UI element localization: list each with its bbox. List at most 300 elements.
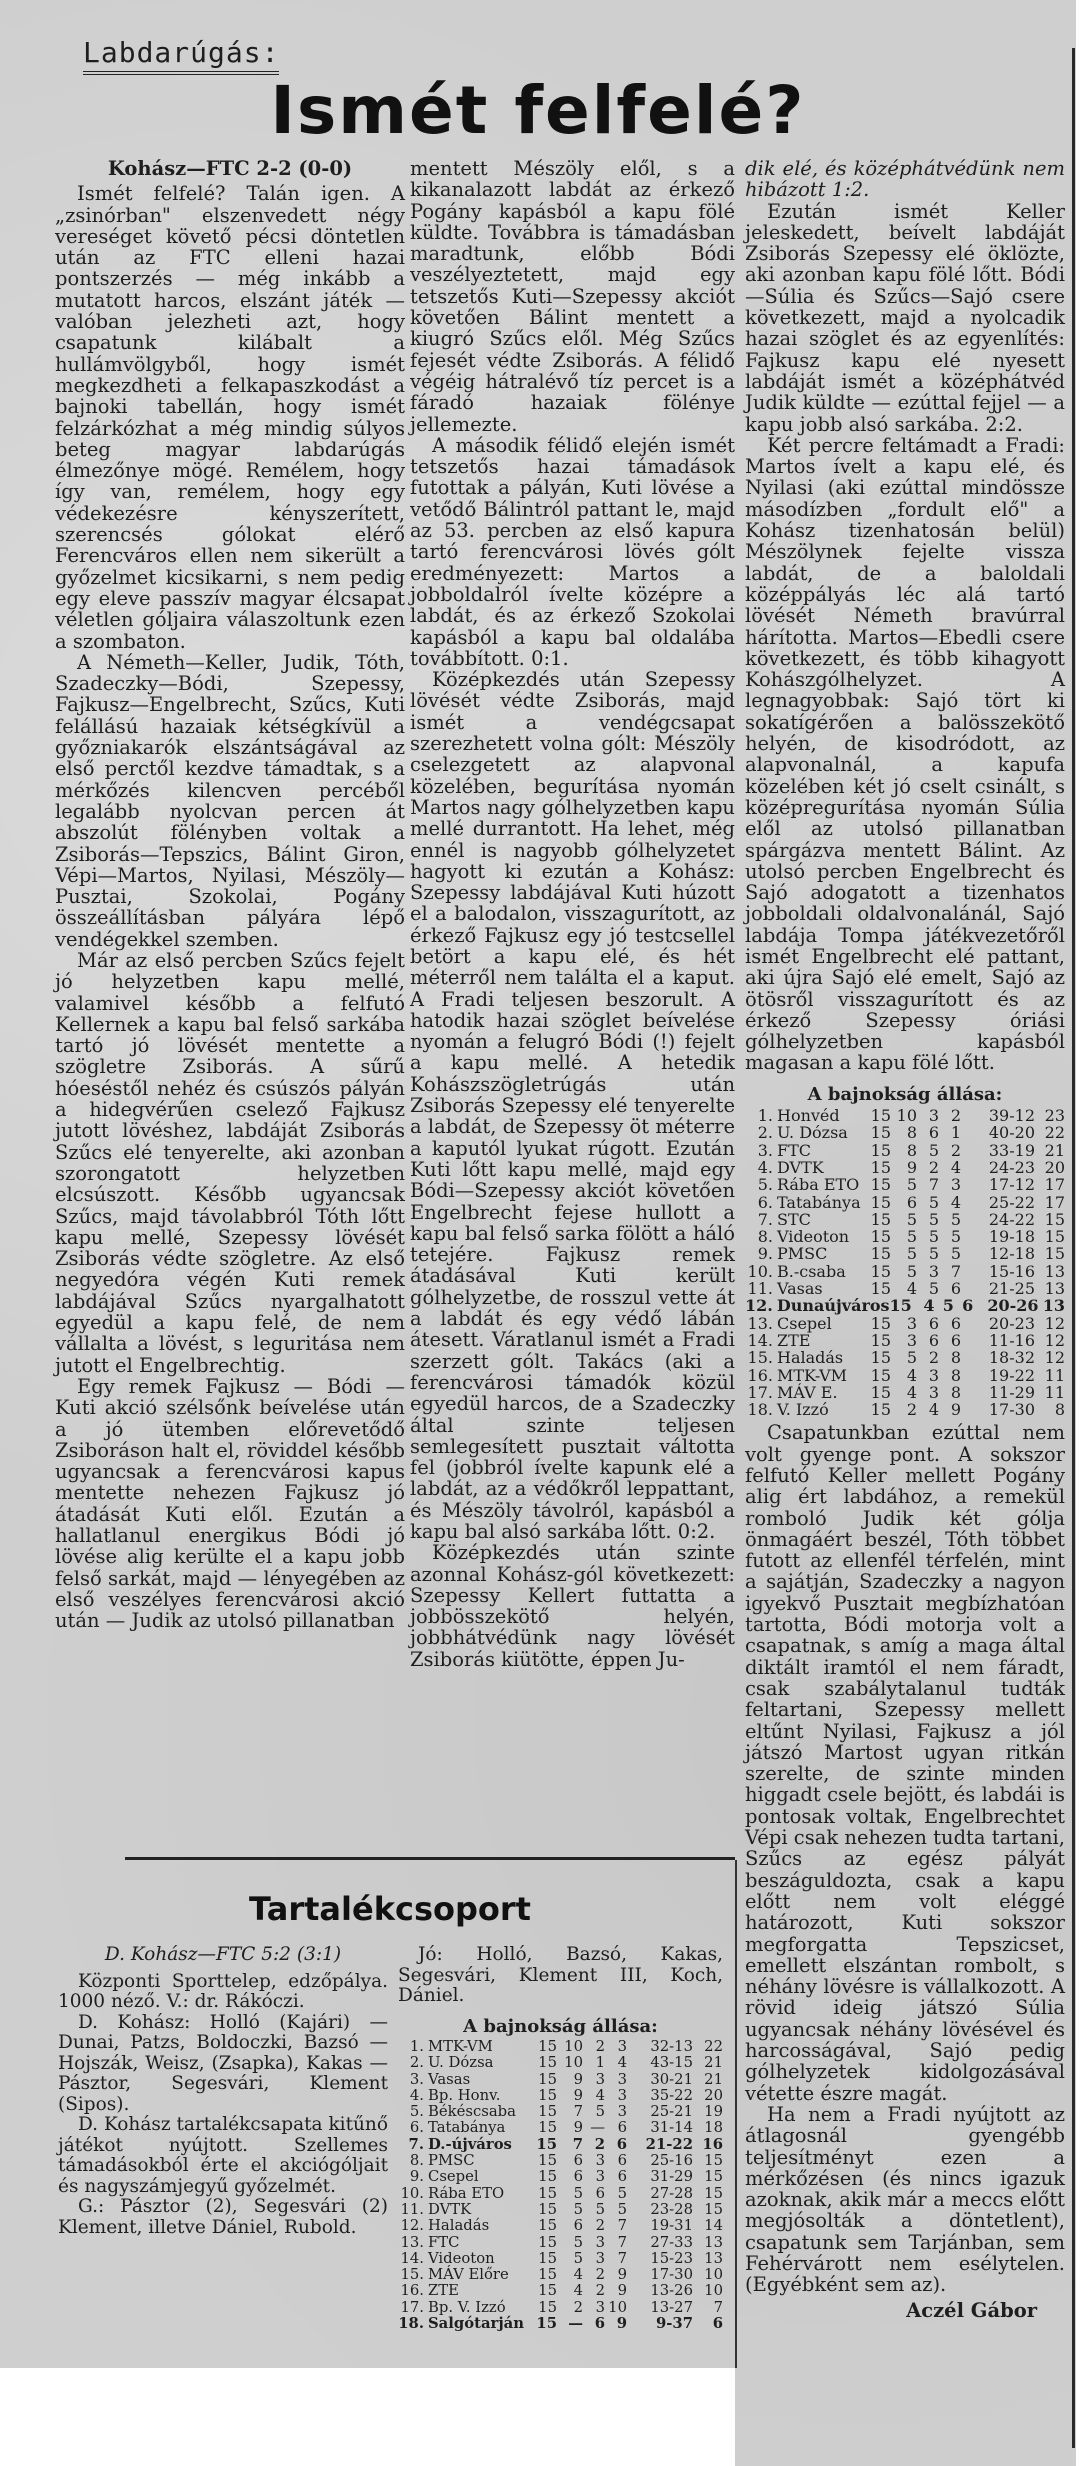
draws: 5	[928, 1209, 939, 1229]
wins: 5	[573, 2249, 583, 2267]
losses: 6	[617, 2152, 627, 2170]
played: 15	[870, 1157, 891, 1177]
team-name: Bp. V. Izzó	[428, 2298, 506, 2316]
team-name: MTK-VM	[428, 2038, 493, 2055]
draws: 3	[928, 1382, 939, 1402]
played: 15	[870, 1279, 891, 1299]
reserve-match-result: D. Kohász—FTC 5:2 (3:1)	[104, 1944, 342, 1965]
rank: 8.	[757, 1227, 773, 1247]
points: 22	[704, 2038, 723, 2055]
played: 15	[538, 2070, 557, 2088]
paragraph: Már az első percben Szűcs fejelt jó helyzetben kapu mellé, valamivel később a felfutó Kellernek a kapu bal felső sarkába tartó jó lövését mentette a szögletre Zsiborás. A sűrű hóeséstől nehéz és csúszós pályán a hidegvérűen cselező Fajkusz jutott lövéshez, labdáját Zsiborás Szűcs elé tenyerelte, aki azonban szorongatott helyzetben elcsúszott. Később ugyancsak Szűcs, majd távolabbról Tóth lőtt kapu mellé, Szepessy lövését Zsiborás védte szögletre. Az első negyedóra végén Kuti remek labdájával Szűcs nyargalhatott egyedül a kapu felé, de nem vállalta a lövést, s leguritása nem jutott el Engelbrechtig.	[55, 948, 405, 1377]
team-name: U. Dózsa	[777, 1123, 848, 1143]
goal-record: 33-19	[988, 1140, 1035, 1160]
team-name: FTC	[777, 1140, 812, 1160]
draws: 2	[595, 2038, 605, 2055]
team-name: Honvéd	[777, 1106, 840, 1126]
played: 15	[538, 2233, 557, 2251]
standings-title: A bajnokság állása:	[807, 1083, 1003, 1105]
paragraph: Ezután ismét Keller jeleskedett, beívelt labdáját Zsiborás Szepessy elé öklözte, aki azonban kapu fölé lőtt. Bódi—Súlia és Szűcs—Sajó csere következett, majd a nyolcadik hazai szöglet és az egyenlítés: Fajkusz kapu elé nyesett labdáját ismét a középhátvéd Judik küldte — ezúttal fejjel — a kapu jobb alsó sarkába. 2:2.	[745, 199, 1065, 436]
losses: 7	[950, 1261, 961, 1281]
standings-row	[398, 2202, 723, 2218]
goal-record: 24-23	[988, 1157, 1035, 1177]
played: 15	[870, 1244, 891, 1264]
team-name: V. Izzó	[777, 1400, 829, 1420]
rank: 16.	[400, 2282, 424, 2300]
goal-record: 17-30	[650, 2266, 693, 2284]
losses: 5	[617, 2200, 627, 2218]
losses: 7	[617, 2217, 627, 2235]
rank: 16.	[747, 1365, 773, 1385]
standings-row	[398, 2218, 723, 2234]
wins: 3	[906, 1313, 917, 1333]
team-name: U. Dózsa	[428, 2054, 494, 2072]
played: 15	[870, 1400, 891, 1420]
goal-record: 25-21	[650, 2103, 693, 2121]
losses: 5	[950, 1244, 961, 1264]
played: 15	[870, 1140, 891, 1160]
standings-row	[745, 1107, 1065, 1124]
played: 15	[870, 1365, 891, 1385]
rank: 6.	[757, 1192, 773, 1212]
team-name: Haladás	[777, 1348, 844, 1368]
paragraph: Egy remek Fajkusz — Bódi — Kuti akció szélsőnk beívelése után a jó ütemben előrevetődő Zsiboráson halt el, röviddel később ugyancsak a ferencvárosi kapus mentette nehezen Fajkusz jó átadását Kuti elől. Ezután a hallatlanul energikus Bódi jó lövése alig kerülte el a kapu jobb felső sarkát, majd — lényegében az első veszélyes ferencvárosi akció után — Judik az utolsó pillanatban	[55, 1374, 405, 1633]
points: 13	[1042, 1296, 1066, 1316]
team-name: ZTE	[428, 2282, 459, 2300]
draws: —	[590, 2119, 605, 2137]
goal-record: 17-12	[988, 1175, 1035, 1195]
rank: 3.	[757, 1140, 773, 1160]
points: 23	[1044, 1106, 1065, 1126]
goal-record: 25-16	[650, 2152, 693, 2170]
draws: 5	[595, 2200, 605, 2218]
draws: 6	[594, 2315, 605, 2333]
goal-record: 12-18	[988, 1244, 1035, 1264]
draws: 2	[595, 2282, 605, 2300]
played: 15	[538, 2119, 557, 2137]
wins: 8	[906, 1123, 917, 1143]
team-name: DVTK	[777, 1157, 824, 1177]
wins: 4	[923, 1296, 935, 1316]
points: 20	[704, 2086, 723, 2104]
points: 11	[1044, 1365, 1065, 1385]
played: 15	[538, 2266, 557, 2284]
losses: 5	[950, 1209, 961, 1229]
standings-row	[398, 2039, 723, 2055]
played: 15	[870, 1123, 891, 1143]
paragraph-lineup: A Németh—Keller, Judik, Tóth, Szadeczky—Bódi, Szepessy, Fajkusz—Engelbrecht, Szűcs, Kuti felállású hazaiak kétségkívül a győzniakarók elszántságával az első perctől kezdve támadtak, s a mérkőzés kilencven percéből legalább nyolcvan percen át abszolút fölényben voltak a Zsiborás—Tepszics, Bálint Giron, Vépi—Martos, Nyilasi, Mészöly—Pusztai, Szokolai, Pogány összeállításban pályára lépő vendégekkel szemben.	[55, 650, 405, 951]
rank: 2.	[757, 1123, 773, 1143]
paragraph: Középkezdés után Szepessy lövését védte Zsiborás, majd ismét a vendégcsapat szerezhetett volna gólt: Mészöly cselezgetett az alapvonal közelében, begurítása nyomán Martos nagy gólhelyzetben kapu mellé durrantott. Ha lehet, még ennél is nagyobb gólhelyzetet hagyott ki ezután a Kohász: Szepessy labdájával Kuti húzott el a balodalon, visszagurított, az érkező Fajkusz egy jó testcsellel betört a kapu elé, és hét méterről nem találta el a kaput. A Fradi teljesen beszorult. A hatodik hazai szöglet beívelése nyomán a felugró Bódi (!) fejelt a kapu mellé. A hetedik Kohászszögletrúgás után Zsiborás Szepessy elé tenyerelte a labdát, de Szepessy öt méterre a kaputól lyukat rúgott. Ezután Kuti lőtt kapu mellé, majd egy Bódi—Szepessy akciót követően Engelbrecht fejese hullott a kapu bal felső sarka fölött a háló tetejére. Fajkusz remek átadásával Kuti került gólhelyzetbe, de rosszul vette át a labdát és egy védő lábán átesett. Váratlanul ismét a Fradi szerzett gólt. Takács (aki a ferencvárosi támadók közül egyedül harcos, de a Szadeczky által szinte teljesen semlegesített pusztait váltotta fel (jobbról ívelte kapunk elé a labdát, az a védőkről leppattant, és Mészöly távolról, kapásból a kapu bal alsó sarkába lőtt. 0:2.	[410, 668, 735, 1543]
rank: 9.	[757, 1244, 773, 1264]
standings-row	[745, 1297, 1065, 1314]
played: 15	[870, 1382, 891, 1402]
points: 15	[704, 2168, 723, 2186]
goal-record: 31-14	[650, 2119, 693, 2137]
wins: 4	[906, 1382, 917, 1402]
team-name: Videoton	[428, 2249, 495, 2267]
goal-record: 13-27	[650, 2298, 693, 2316]
losses: 2	[950, 1140, 961, 1160]
losses: 10	[608, 2298, 627, 2316]
wins: 7	[572, 2135, 583, 2153]
paragraph-scorers: G.: Pásztor (2), Segesvári (2) Klement, illetve Dániel, Rubold.	[58, 2196, 388, 2238]
rank: 6.	[409, 2119, 424, 2137]
losses: 9	[616, 2315, 627, 2333]
standings-row	[398, 2169, 723, 2185]
team-name: MÁV E.	[777, 1382, 838, 1402]
points: 12	[1044, 1330, 1065, 1350]
draws: 3	[928, 1261, 939, 1281]
rank: 17.	[747, 1382, 773, 1402]
points: 15	[704, 2152, 723, 2170]
points: 17	[1044, 1192, 1065, 1212]
standings-row	[745, 1159, 1065, 1176]
league-standings-table	[745, 1084, 1065, 1419]
article-headline: Ismét felfelé?	[270, 72, 806, 149]
team-name: Videoton	[777, 1227, 850, 1247]
draws: 5	[928, 1192, 939, 1212]
team-name: DVTK	[428, 2200, 472, 2218]
goal-record: 43-15	[650, 2054, 693, 2072]
points: 21	[1044, 1140, 1065, 1160]
standings-row	[398, 2153, 723, 2169]
wins: 5	[906, 1209, 917, 1229]
wins: 6	[573, 2217, 583, 2235]
losses: 8	[950, 1365, 961, 1385]
goal-record: 19-18	[988, 1227, 1035, 1247]
rank: 8.	[409, 2152, 424, 2170]
draws: 3	[928, 1365, 939, 1385]
goal-record: 15-16	[988, 1261, 1035, 1281]
losses: 8	[950, 1382, 961, 1402]
standings-row	[398, 2300, 723, 2316]
played: 15	[538, 2086, 557, 2104]
draws: 4	[928, 1400, 939, 1420]
points: 8	[1054, 1400, 1065, 1420]
wins: 8	[906, 1140, 917, 1160]
losses: 5	[617, 2184, 627, 2202]
rank: 5.	[757, 1175, 773, 1195]
played: 15	[870, 1313, 891, 1333]
draws: 3	[595, 2152, 605, 2170]
losses: 7	[617, 2233, 627, 2251]
reserve-column-2	[398, 1945, 723, 2336]
goal-record: 21-25	[988, 1279, 1035, 1299]
rank: 17.	[400, 2298, 424, 2316]
standings-row	[745, 1367, 1065, 1384]
standings-row	[398, 2251, 723, 2267]
wins: 5	[906, 1261, 917, 1281]
losses: 6	[616, 2135, 627, 2153]
wins: 4	[906, 1279, 917, 1299]
rank: 1.	[409, 2038, 424, 2055]
rank: 4.	[757, 1157, 773, 1177]
points: 15	[1044, 1244, 1065, 1264]
points: 6	[712, 2315, 723, 2333]
wins: 4	[573, 2266, 583, 2284]
standings-row	[745, 1142, 1065, 1159]
wins: 6	[573, 2152, 583, 2170]
team-name: STC	[777, 1209, 811, 1229]
wins: 5	[573, 2233, 583, 2251]
team-name: D.-újváros	[428, 2135, 512, 2153]
played: 15	[870, 1192, 891, 1212]
goal-record: 17-30	[988, 1400, 1035, 1420]
team-name: Békéscsaba	[428, 2103, 516, 2121]
losses: 6	[617, 2119, 627, 2137]
rank: 15.	[747, 1348, 773, 1368]
team-name: MTK-VM	[777, 1365, 848, 1385]
paragraph: Központi Sporttelep, edzőpálya. 1000 néző. V.: dr. Rákóczi.	[58, 1970, 388, 2012]
goal-record: 24-22	[988, 1209, 1035, 1229]
played: 15	[538, 2298, 557, 2316]
wins: 6	[906, 1192, 917, 1212]
wins: 6	[573, 2168, 583, 2186]
column-rule	[1072, 48, 1075, 2448]
standings-row	[745, 1211, 1065, 1228]
team-name: Tatabánya	[428, 2119, 506, 2137]
standings-row	[745, 1384, 1065, 1401]
points: 13	[1044, 1279, 1065, 1299]
points: 15	[1044, 1209, 1065, 1229]
goal-record: 27-33	[650, 2233, 693, 2251]
rank: 10.	[400, 2184, 424, 2202]
played: 15	[538, 2217, 557, 2235]
points: 13	[704, 2249, 723, 2267]
losses: 4	[950, 1192, 961, 1212]
rank: 7.	[757, 1209, 773, 1229]
reserve-column-1	[58, 1945, 388, 2238]
goal-record: 11-16	[988, 1330, 1035, 1350]
goal-record: 20-26	[987, 1296, 1039, 1316]
wins: 5	[906, 1175, 917, 1195]
points: 11	[1044, 1382, 1065, 1402]
draws: 7	[928, 1175, 939, 1195]
losses: 7	[617, 2249, 627, 2267]
goal-record: 9-37	[655, 2315, 693, 2333]
standings-row	[745, 1332, 1065, 1349]
team-name: Salgótarján	[428, 2315, 525, 2333]
team-name: MÁV Előre	[428, 2266, 509, 2284]
team-name: Rába ETO	[428, 2184, 505, 2202]
played: 15	[870, 1261, 891, 1281]
points: 10	[704, 2266, 723, 2284]
points: 10	[704, 2282, 723, 2300]
draws: 3	[595, 2233, 605, 2251]
losses: 9	[950, 1400, 961, 1420]
team-name: Vasas	[428, 2070, 471, 2088]
wins: 5	[906, 1244, 917, 1264]
goal-record: 13-26	[650, 2282, 693, 2300]
played: 15	[870, 1175, 891, 1195]
draws: 6	[928, 1330, 939, 1350]
wins: 9	[573, 2119, 583, 2137]
played: 15	[889, 1296, 912, 1316]
wins: —	[568, 2315, 583, 2333]
points: 13	[1044, 1261, 1065, 1281]
team-name: Csepel	[428, 2168, 479, 2186]
rank: 18.	[747, 1400, 773, 1420]
goal-record: 19-22	[988, 1365, 1035, 1385]
losses: 3	[617, 2070, 627, 2088]
standings-row	[745, 1228, 1065, 1245]
losses: 8	[950, 1348, 961, 1368]
standings-row	[745, 1263, 1065, 1280]
draws: 5	[928, 1227, 939, 1247]
points: 19	[704, 2103, 723, 2121]
goal-record: 27-28	[650, 2184, 693, 2202]
rank: 5.	[409, 2103, 424, 2121]
standings-row	[745, 1401, 1065, 1418]
reserve-section-title: Tartalékcsoport	[249, 1890, 531, 1928]
team-name: Vasas	[777, 1279, 823, 1299]
points: 18	[704, 2119, 723, 2137]
team-name: FTC	[428, 2233, 460, 2251]
goal-record: 35-22	[650, 2086, 693, 2104]
goal-record: 11-29	[988, 1382, 1035, 1402]
rank: 14.	[747, 1330, 773, 1350]
paragraph: A második félidő elején ismét tetszetős hazai támadások futottak a pályán, Kuti lövése a vetődő Bálintról pattant le, majd az 53. percben az első kapura tartó ferencvárosi lövés gólt eredményezett: Martos a jobboldalról ívelte középre a labdát, és az érkező Szokolai kapásból a kapu bal oldalába továbbított. 0:1.	[410, 433, 735, 670]
wins: 9	[906, 1157, 917, 1177]
standings-row	[745, 1315, 1065, 1332]
standings-rows	[745, 1107, 1065, 1418]
played: 15	[538, 2168, 557, 2186]
standings-row	[745, 1194, 1065, 1211]
wins: 4	[906, 1365, 917, 1385]
goal-record: 25-22	[988, 1192, 1035, 1212]
standings-row	[745, 1124, 1065, 1141]
rank: 11.	[400, 2200, 424, 2218]
rank: 10.	[747, 1261, 773, 1281]
team-name: Csepel	[777, 1313, 832, 1333]
losses: 6	[950, 1330, 961, 1350]
losses: 9	[617, 2282, 627, 2300]
points: 15	[704, 2200, 723, 2218]
rank: 15.	[400, 2266, 424, 2284]
wins: 3	[906, 1330, 917, 1350]
paragraph: D. Kohász tartalékcsapata kitűnő játékot nyújtott. Szellemes támadásokból érte el akciógóljait és nagyszámjegyű győzelmét.	[58, 2114, 388, 2197]
losses: 9	[617, 2266, 627, 2284]
played: 15	[536, 2135, 557, 2153]
goal-record: 30-21	[650, 2070, 693, 2088]
wins: 5	[573, 2184, 583, 2202]
paragraph: Középkezdés után szinte azonnal Kohász-gól következett: Szepessy Kellert futtatta a jobbösszekötő helyén, jobbhátvédünk nagy lövését Zsiborás kiütötte, éppen Ju-	[410, 1541, 735, 1671]
draws: 5	[928, 1244, 939, 1264]
points: 14	[704, 2217, 723, 2235]
points: 12	[1044, 1313, 1065, 1333]
section-divider	[125, 1857, 735, 1860]
article-column-1	[55, 158, 405, 1631]
paragraph: Ismét felfelé? Talán igen. A „zsinórban" elszenvedett négy vereséget követő pécsi döntetlen után az FTC elleni hazai pontszerzés — még inkább a mutatott harcos, elszánt játék — valóban jelezheti azt, hogy csapatunk kilábalt a hullámvölgyből, hogy ismét megkezdheti a felkapaszkodást a bajnoki tabellán, hogy ismét felzárkózhat a még mindig súlyos beteg magyar labdarúgás élmezőnye mögé. Remélem, hogy így van, remélem, hogy egy védekezésre kényszerített, szerencsés gólokat elérő Ferencváros ellen nem sikerült a győzelmet kicsikarni, s nem pedig egy eleve passzív magyar élcsapat véletlen góljaira válaszoltunk ezen a szombaton.	[55, 182, 405, 653]
goal-record: 32-13	[650, 2038, 693, 2055]
losses: 3	[617, 2038, 627, 2055]
section-label: Labdarúgás:	[83, 36, 279, 75]
losses: 4	[617, 2054, 627, 2072]
played: 15	[538, 2184, 557, 2202]
match-result: Kohász—FTC 2-2 (0-0)	[107, 157, 353, 180]
team-name: ZTE	[777, 1330, 811, 1350]
draws: 2	[928, 1348, 939, 1368]
standings-row	[745, 1280, 1065, 1297]
wins: 9	[573, 2070, 583, 2088]
standings-row	[398, 2072, 723, 2088]
draws: 2	[594, 2135, 605, 2153]
standings-row	[398, 2104, 723, 2120]
losses: 6	[950, 1313, 961, 1333]
draws: 5	[595, 2103, 605, 2121]
author-byline: Aczél Gábor	[906, 2298, 1037, 2322]
rank: 12.	[400, 2217, 424, 2235]
wins: 5	[906, 1348, 917, 1368]
standings-row	[398, 2055, 723, 2071]
standings-row	[398, 2283, 723, 2299]
played: 15	[538, 2200, 557, 2218]
wins: 7	[573, 2103, 583, 2121]
rank: 7.	[408, 2135, 424, 2153]
goal-record: 40-20	[988, 1123, 1035, 1143]
draws: 3	[595, 2298, 605, 2316]
standings-row	[398, 2137, 723, 2153]
rank: 3.	[409, 2070, 424, 2088]
played: 15	[538, 2282, 557, 2300]
standings-row	[745, 1245, 1065, 1262]
article-column-2	[410, 158, 735, 1670]
rank: 2.	[409, 2054, 424, 2072]
draws: 3	[595, 2070, 605, 2088]
draws: 2	[595, 2266, 605, 2284]
draws: 6	[595, 2184, 605, 2202]
standings-row	[398, 2088, 723, 2104]
wins: 10	[564, 2054, 583, 2072]
team-name: Dunaújváros	[776, 1296, 890, 1316]
wins: 4	[573, 2282, 583, 2300]
points: 7	[713, 2298, 723, 2316]
paragraph-lineup: D. Kohász: Holló (Kajári) — Dunai, Patzs, Boldoczki, Bazsó — Hojszák, Weisz, (Zsapka), Kakas — Pásztor, Segesvári, Klement (Sipos).	[58, 2011, 388, 2115]
team-name: Tatabánya	[777, 1192, 861, 1212]
goal-record: 18-32	[988, 1348, 1035, 1368]
goal-record: 15-23	[650, 2249, 693, 2267]
draws: 5	[928, 1279, 939, 1299]
goal-record: 19-31	[650, 2217, 693, 2235]
points: 13	[704, 2233, 723, 2251]
losses: 6	[950, 1279, 961, 1299]
played: 15	[870, 1209, 891, 1229]
points: 21	[704, 2054, 723, 2072]
page-margin	[0, 2368, 735, 2466]
wins: 10	[564, 2038, 583, 2055]
draws: 3	[595, 2168, 605, 2186]
standings-row	[745, 1349, 1065, 1366]
losses: 1	[950, 1123, 961, 1143]
draws: 3	[595, 2249, 605, 2267]
draws: 2	[595, 2217, 605, 2235]
team-name: Bp. Honv.	[428, 2086, 501, 2104]
standings-row	[398, 2316, 723, 2332]
losses: 3	[617, 2103, 627, 2121]
draws: 5	[942, 1296, 954, 1316]
reserve-standings-table	[398, 2017, 723, 2333]
article-column-3	[745, 158, 1065, 2321]
draws: 6	[928, 1123, 939, 1143]
draws: 1	[595, 2054, 605, 2072]
points: 15	[704, 2184, 723, 2202]
team-name: Haladás	[428, 2217, 490, 2235]
team-name: B.-csaba	[777, 1261, 846, 1281]
wins: 2	[573, 2298, 583, 2316]
rank: 9.	[409, 2168, 424, 2186]
played: 15	[870, 1348, 891, 1368]
